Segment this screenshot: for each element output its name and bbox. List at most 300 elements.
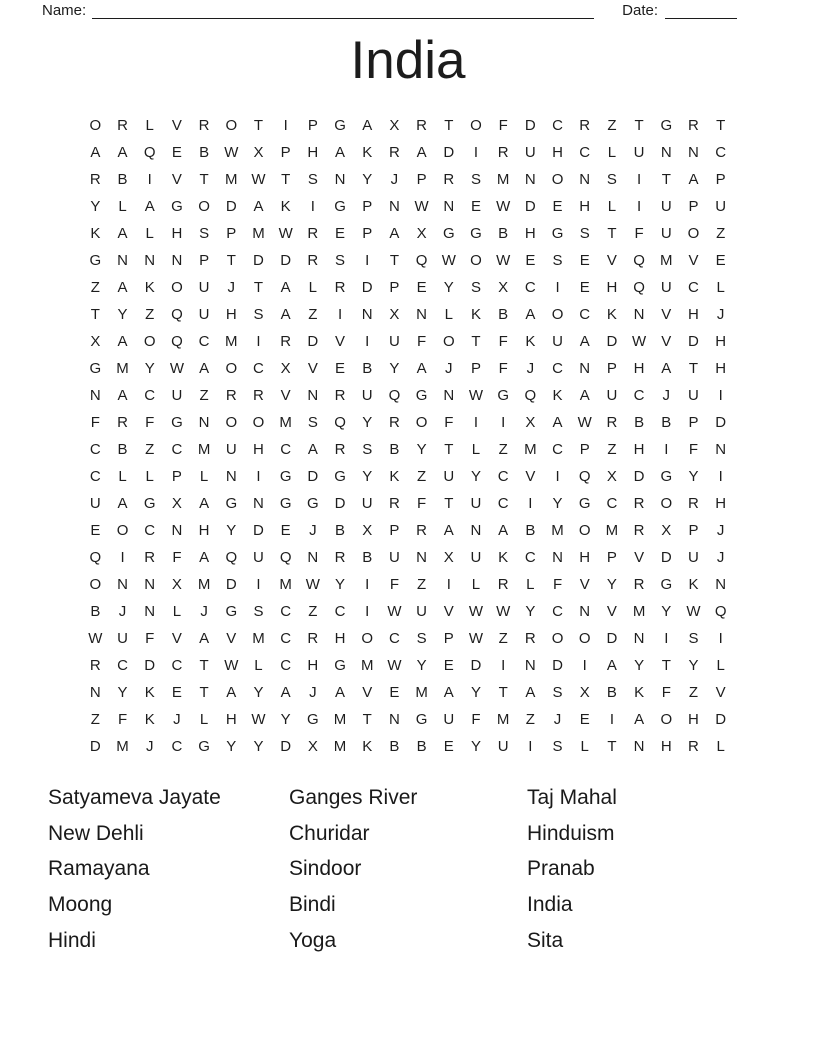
- grid-letter: H: [715, 495, 727, 512]
- grid-letter: K: [688, 576, 699, 593]
- grid-letter: R: [416, 522, 428, 539]
- grid-letter: L: [607, 198, 617, 215]
- grid-letter: U: [552, 333, 563, 350]
- grid-letter: U: [660, 225, 672, 242]
- grid-letter: K: [498, 549, 509, 566]
- grid-letter: M: [225, 171, 238, 188]
- grid-letter: U: [388, 333, 400, 350]
- grid-letter: A: [280, 279, 291, 296]
- grid-letter: I: [718, 387, 723, 404]
- grid-letter: Q: [143, 144, 156, 161]
- grid-letter: U: [633, 144, 645, 161]
- grid-letter: F: [498, 117, 508, 134]
- grid-letter: T: [634, 117, 644, 134]
- grid-letter: X: [171, 495, 182, 512]
- grid-letter: O: [660, 711, 673, 728]
- grid-letter: W: [577, 414, 592, 431]
- grid-letter: T: [199, 684, 209, 701]
- grid-letter: N: [579, 171, 591, 188]
- grid-letter: T: [688, 360, 699, 377]
- grid-letter: V: [634, 549, 645, 566]
- grid-letter: G: [660, 468, 673, 485]
- grid-letter: T: [607, 738, 617, 755]
- grid-letter: U: [117, 630, 128, 647]
- grid-letter: B: [634, 414, 645, 431]
- grid-letter: O: [442, 333, 455, 350]
- grid-letter: N: [443, 387, 455, 404]
- grid-letter: R: [606, 414, 618, 431]
- grid-letter: B: [416, 738, 427, 755]
- grid-letter: F: [471, 711, 481, 728]
- grid-letter: A: [280, 684, 291, 701]
- grid-letter: I: [256, 333, 261, 350]
- grid-letter: E: [171, 144, 182, 161]
- grid-letter: S: [362, 441, 373, 458]
- grid-letter: C: [89, 441, 101, 458]
- grid-letter: D: [524, 198, 536, 215]
- grid-letter: R: [633, 522, 645, 539]
- grid-letter: M: [415, 684, 428, 701]
- grid-letter: F: [661, 684, 671, 701]
- grid-letter: K: [90, 225, 101, 242]
- grid-letter: N: [144, 603, 156, 620]
- grid-letter: J: [118, 603, 127, 620]
- grid-letter: C: [280, 441, 292, 458]
- grid-letter: S: [470, 171, 481, 188]
- grid-letter: O: [551, 306, 564, 323]
- grid-letter: C: [606, 495, 618, 512]
- grid-letter: G: [307, 711, 319, 728]
- grid-letter: P: [579, 441, 590, 458]
- grid-letter: F: [172, 549, 182, 566]
- grid-letter: B: [90, 603, 101, 620]
- grid-letter: M: [551, 522, 564, 539]
- grid-letter: J: [716, 522, 725, 539]
- grid-letter: Y: [688, 468, 699, 485]
- grid-letter: A: [144, 198, 155, 215]
- name-fill-line: [92, 4, 594, 19]
- word-item: Yoga: [289, 928, 337, 952]
- grid-letter: V: [525, 468, 536, 485]
- grid-letter: I: [582, 657, 587, 674]
- grid-letter: R: [524, 630, 536, 647]
- grid-letter: U: [253, 549, 264, 566]
- grid-letter: N: [89, 387, 101, 404]
- grid-letter: A: [199, 630, 210, 647]
- grid-letter: N: [171, 252, 183, 269]
- grid-letter: N: [117, 252, 128, 269]
- grid-letter: C: [144, 387, 156, 404]
- grid-letter: T: [226, 252, 236, 269]
- grid-letter: A: [525, 684, 536, 701]
- grid-letter: W: [468, 387, 484, 404]
- grid-letter: R: [280, 333, 292, 350]
- grid-letter: A: [307, 441, 318, 458]
- grid-letter: N: [552, 549, 563, 566]
- grid-letter: C: [280, 657, 292, 674]
- grid-letter: E: [416, 279, 427, 296]
- grid-letter: O: [116, 522, 129, 539]
- grid-letter: Z: [417, 576, 427, 593]
- grid-letter: C: [524, 279, 536, 296]
- grid-letter: V: [688, 252, 699, 269]
- grid-letter: C: [198, 333, 210, 350]
- grid-letter: I: [609, 711, 614, 728]
- grid-letter: A: [253, 198, 264, 215]
- grid-letter: Q: [171, 306, 183, 323]
- grid-letter: L: [145, 117, 154, 134]
- grid-letter: K: [144, 684, 155, 701]
- grid-letter: Q: [578, 468, 591, 485]
- grid-letter: I: [365, 576, 370, 593]
- grid-letter: N: [334, 171, 346, 188]
- grid-letter: D: [470, 657, 482, 674]
- grid-letter: L: [172, 603, 182, 620]
- grid-letter: R: [497, 576, 509, 593]
- grid-letter: G: [225, 603, 238, 620]
- grid-letter: D: [89, 738, 101, 755]
- grid-letter: R: [497, 144, 509, 161]
- grid-letter: T: [444, 441, 454, 458]
- grid-letter: U: [89, 495, 101, 512]
- grid-letter: M: [252, 630, 265, 647]
- grid-letter: I: [637, 198, 642, 215]
- grid-letter: P: [226, 225, 237, 242]
- grid-letter: X: [498, 279, 509, 296]
- grid-letter: B: [199, 144, 210, 161]
- grid-letter: M: [279, 414, 292, 431]
- grid-letter: D: [253, 252, 264, 269]
- grid-letter: L: [526, 576, 535, 593]
- grid-letter: U: [198, 279, 210, 296]
- grid-letter: N: [361, 306, 373, 323]
- word-item: Satyameva Jayate: [48, 785, 221, 809]
- grid-letter: S: [552, 252, 563, 269]
- grid-letter: R: [388, 495, 400, 512]
- grid-letter: B: [362, 360, 373, 377]
- grid-letter: Z: [145, 441, 155, 458]
- grid-letter: T: [253, 279, 264, 296]
- grid-letter: C: [117, 657, 128, 674]
- grid-letter: B: [661, 414, 672, 431]
- grid-letter: O: [660, 495, 673, 512]
- grid-letter: Y: [362, 414, 373, 431]
- grid-letter: H: [307, 657, 319, 674]
- grid-letter: S: [253, 306, 264, 323]
- grid-letter: L: [199, 711, 209, 728]
- grid-letter: H: [198, 522, 210, 539]
- grid-letter: Q: [633, 252, 645, 269]
- grid-letter: A: [688, 171, 699, 188]
- grid-letter: O: [198, 198, 210, 215]
- grid-letter: P: [443, 630, 454, 647]
- grid-letter: R: [688, 117, 699, 134]
- grid-letter: I: [528, 738, 533, 755]
- grid-letter: H: [688, 306, 699, 323]
- grid-letter: A: [498, 522, 509, 539]
- grid-letter: Y: [389, 360, 400, 377]
- grid-letter: C: [171, 657, 183, 674]
- grid-letter: N: [579, 360, 591, 377]
- grid-letter: K: [144, 711, 155, 728]
- grid-letter: G: [89, 252, 102, 269]
- grid-letter: M: [496, 711, 510, 728]
- grid-letter: C: [89, 468, 101, 485]
- grid-letter: T: [199, 657, 209, 674]
- grid-letter: A: [280, 306, 291, 323]
- grid-letter: D: [715, 711, 727, 728]
- grid-letter: B: [117, 441, 128, 458]
- grid-letter: R: [443, 171, 455, 188]
- grid-letter: V: [226, 630, 237, 647]
- grid-letter: G: [334, 468, 346, 485]
- grid-letter: I: [555, 279, 560, 296]
- grid-letter: R: [416, 117, 428, 134]
- grid-letter: C: [497, 495, 509, 512]
- grid-letter: A: [199, 495, 210, 512]
- grid-letter: S: [552, 738, 563, 755]
- grid-letter: N: [443, 198, 455, 215]
- grid-letter: L: [716, 657, 725, 674]
- grid-letter: A: [443, 684, 454, 701]
- word-item: Churidar: [289, 821, 370, 845]
- grid-letter: J: [526, 360, 535, 377]
- grid-letter: F: [552, 576, 563, 593]
- grid-letter: X: [525, 414, 536, 431]
- grid-letter: M: [632, 603, 646, 620]
- grid-letter: H: [688, 711, 699, 728]
- grid-letter: R: [307, 225, 319, 242]
- grid-letter: P: [606, 549, 617, 566]
- grid-letter: D: [144, 657, 156, 674]
- grid-letter: G: [442, 225, 455, 242]
- grid-letter: A: [416, 144, 427, 161]
- word-list: [48, 780, 776, 958]
- grid-letter: D: [660, 549, 672, 566]
- grid-letter: X: [606, 468, 617, 485]
- grid-letter: H: [524, 225, 536, 242]
- grid-letter: L: [580, 738, 589, 755]
- grid-letter: M: [225, 333, 238, 350]
- grid-letter: E: [280, 522, 291, 539]
- grid-letter: G: [143, 495, 156, 512]
- grid-letter: Z: [688, 684, 699, 701]
- grid-letter: R: [307, 630, 319, 647]
- grid-letter: Z: [607, 117, 617, 134]
- grid-letter: A: [661, 360, 672, 377]
- grid-letter: G: [551, 225, 564, 242]
- grid-letter: B: [498, 225, 509, 242]
- word-item: Ganges River: [289, 785, 418, 809]
- grid-letter: X: [443, 549, 454, 566]
- grid-letter: M: [524, 441, 537, 458]
- grid-letter: D: [633, 468, 645, 485]
- grid-letter: A: [634, 711, 645, 728]
- grid-letter: U: [715, 198, 727, 215]
- grid-letter: F: [389, 576, 399, 593]
- grid-letter: K: [634, 684, 645, 701]
- word-item: Moong: [48, 892, 113, 916]
- grid-letter: S: [253, 603, 264, 620]
- grid-letter: B: [389, 738, 400, 755]
- grid-letter: J: [716, 306, 725, 323]
- grid-letter: O: [551, 171, 564, 188]
- grid-letter: R: [633, 495, 645, 512]
- grid-letter: T: [362, 711, 372, 728]
- grid-letter: V: [171, 630, 182, 647]
- grid-letter: U: [198, 306, 210, 323]
- grid-letter: T: [281, 171, 291, 188]
- grid-letter: I: [718, 468, 723, 485]
- grid-letter: V: [280, 387, 291, 404]
- grid-letter: W: [414, 198, 429, 215]
- grid-letter: C: [552, 360, 563, 377]
- grid-letter: D: [334, 495, 346, 512]
- grid-letter: X: [416, 225, 427, 242]
- grid-letter: O: [470, 252, 482, 269]
- grid-letter: A: [117, 387, 128, 404]
- grid-letter: I: [501, 414, 506, 431]
- grid-letter: R: [89, 171, 101, 188]
- grid-letter: R: [198, 117, 210, 134]
- grid-letter: N: [307, 549, 319, 566]
- grid-letter: J: [553, 711, 562, 728]
- grid-letter: Y: [117, 306, 128, 323]
- grid-letter: X: [280, 360, 291, 377]
- grid-letter: S: [416, 630, 427, 647]
- grid-letter: Y: [606, 576, 617, 593]
- grid-letter: H: [579, 549, 591, 566]
- grid-letter: P: [688, 414, 699, 431]
- grid-letter: R: [388, 144, 400, 161]
- grid-letter: P: [470, 360, 481, 377]
- grid-letter: N: [307, 387, 319, 404]
- grid-letter: U: [361, 495, 373, 512]
- grid-letter: N: [633, 630, 645, 647]
- grid-letter: H: [579, 198, 591, 215]
- grid-letter: Z: [525, 711, 535, 728]
- grid-letter: T: [90, 306, 100, 323]
- grid-letter: L: [716, 279, 725, 296]
- grid-letter: W: [305, 576, 320, 593]
- word-item: Ramayana: [48, 857, 150, 881]
- grid-letter: Y: [416, 657, 427, 674]
- grid-letter: F: [688, 441, 699, 458]
- grid-letter: G: [89, 360, 102, 377]
- grid-letter: E: [335, 225, 346, 242]
- word-item: Pranab: [527, 857, 595, 881]
- grid-letter: X: [253, 144, 264, 161]
- grid-letter: Y: [280, 711, 291, 728]
- grid-letter: L: [607, 144, 617, 161]
- grid-letter: O: [143, 333, 156, 350]
- grid-letter: X: [362, 522, 373, 539]
- grid-letter: I: [120, 549, 125, 566]
- grid-letter: X: [171, 576, 182, 593]
- grid-letter: N: [688, 144, 699, 161]
- grid-letter: V: [579, 576, 590, 593]
- grid-letter: N: [633, 306, 645, 323]
- grid-letter: H: [715, 333, 727, 350]
- grid-letter: I: [365, 603, 370, 620]
- grid-letter: I: [473, 144, 479, 161]
- grid-letter: B: [362, 549, 373, 566]
- grid-letter: K: [606, 306, 617, 323]
- grid-letter: L: [444, 306, 453, 323]
- grid-letter: M: [360, 657, 374, 674]
- grid-letter: T: [199, 171, 209, 188]
- grid-letter: V: [715, 684, 726, 701]
- grid-letter: A: [579, 387, 590, 404]
- grid-letter: P: [362, 198, 373, 215]
- grid-letter: A: [117, 225, 128, 242]
- grid-letter: R: [334, 549, 346, 566]
- grid-letter: S: [199, 225, 210, 242]
- grid-letter: A: [199, 360, 210, 377]
- grid-letter: B: [606, 684, 617, 701]
- grid-letter: M: [197, 441, 211, 458]
- grid-letter: C: [715, 144, 727, 161]
- grid-letter: K: [280, 198, 291, 215]
- grid-letter: A: [117, 333, 128, 350]
- grid-letter: O: [578, 630, 591, 647]
- grid-letter: D: [524, 117, 536, 134]
- grid-letter: H: [307, 144, 319, 161]
- grid-letter: C: [688, 279, 699, 296]
- grid-letter: Y: [117, 684, 128, 701]
- grid-letter: E: [389, 684, 400, 701]
- grid-letter: O: [89, 576, 102, 593]
- grid-letter: Q: [714, 603, 727, 620]
- grid-letter: P: [715, 171, 726, 188]
- grid-letter: G: [660, 117, 673, 134]
- grid-letter: H: [225, 306, 237, 323]
- grid-letter: O: [687, 225, 700, 242]
- grid-letter: N: [715, 441, 727, 458]
- grid-letter: I: [337, 306, 343, 323]
- grid-letter: Y: [226, 738, 237, 755]
- grid-letter: R: [688, 495, 699, 512]
- grid-letter: Y: [661, 603, 672, 620]
- grid-letter: P: [389, 279, 400, 296]
- grid-letter: C: [579, 144, 591, 161]
- grid-letter: A: [443, 522, 454, 539]
- grid-letter: Y: [362, 468, 373, 485]
- grid-letter: O: [252, 414, 265, 431]
- grid-letter: Y: [253, 684, 264, 701]
- grid-letter: L: [471, 441, 481, 458]
- word-list-column: [48, 780, 289, 958]
- grid-letter: U: [443, 468, 455, 485]
- grid-letter: A: [416, 360, 427, 377]
- grid-letter: R: [117, 117, 128, 134]
- date-fill-line: [665, 4, 737, 19]
- grid-letter: A: [335, 684, 346, 701]
- grid-letter: L: [145, 225, 154, 242]
- grid-letter: M: [197, 576, 211, 593]
- date-label: Date:: [622, 2, 658, 19]
- grid-letter: R: [117, 414, 128, 431]
- grid-letter: U: [470, 549, 482, 566]
- grid-letter: N: [117, 576, 128, 593]
- grid-letter: N: [524, 657, 536, 674]
- word-item: Hinduism: [527, 821, 615, 845]
- grid-letter: C: [552, 603, 563, 620]
- grid-letter: G: [415, 711, 428, 728]
- grid-letter: K: [525, 333, 536, 350]
- grid-letter: E: [552, 198, 563, 215]
- grid-letter: F: [145, 630, 155, 647]
